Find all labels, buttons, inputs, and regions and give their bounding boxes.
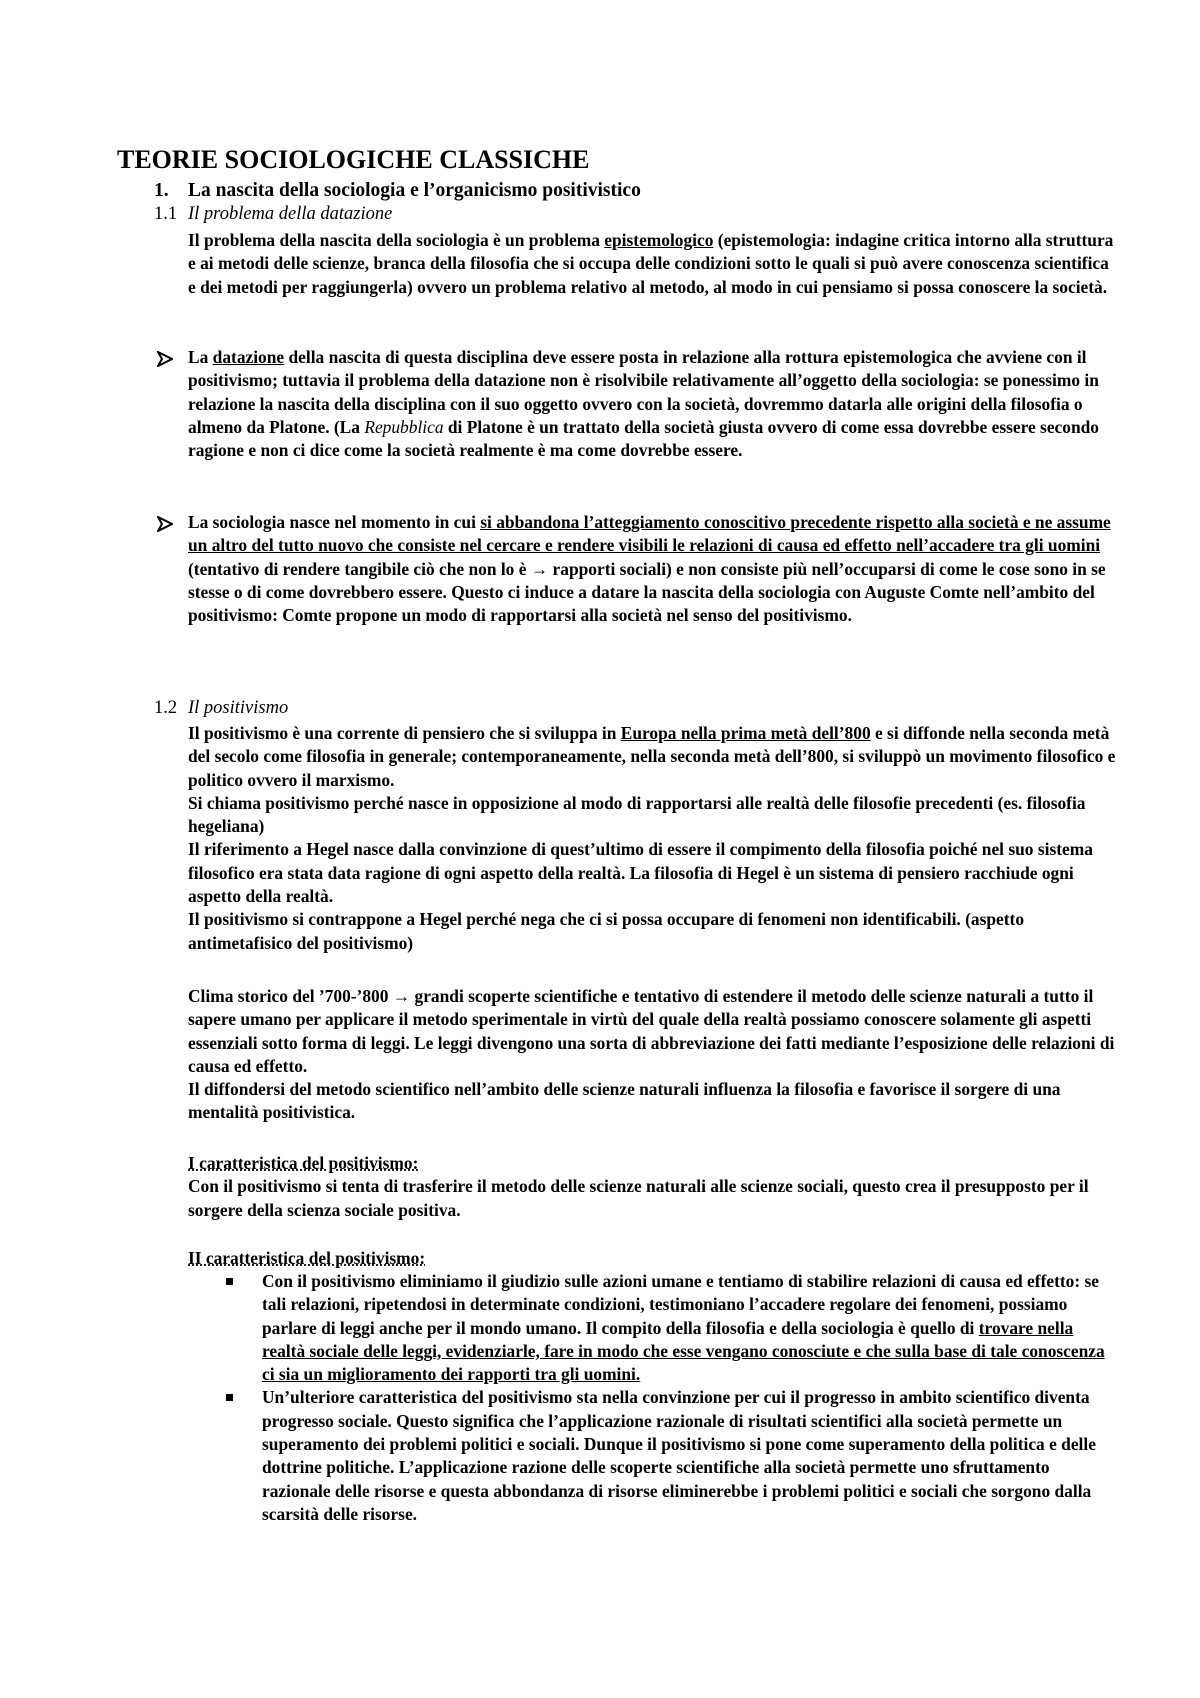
text-run: (tentativo di rendere tangibile ciò che non lo è → rapporti sociali) e non consiste più nell’occuparsi di come le cose sono in se stesse o di come dovrebbero essere. Questo ci induce a datare la nascita della sociologia con Auguste Comte nell’ambito del positivismo: Comte propone un modo di rapportarsi alla società nel senso del positivismo. (188, 558, 1106, 626)
section-number: 1.1 (154, 204, 178, 224)
square-bullet-icon (226, 1278, 233, 1285)
paragraph: Clima storico del ’700-’800 → grandi scoperte scientifiche e tentativo di estendere il metodo delle scienze naturali a tutto il sapere umano per applicare il metodo sperimentale in virtù del quale della realtà possiamo conoscere solamente gli aspetti essenziali sotto forma di leggi. Le leggi divengono una sorta di abbreviazione dei fatti mediante l’esposizione delle relazioni di causa ed effetto. (188, 986, 1115, 1076)
arrowhead-bullet-icon (157, 515, 173, 538)
section-heading-1-2 (154, 697, 288, 720)
chapter-heading (154, 179, 641, 203)
paragraph-clima-storico (188, 985, 1118, 1125)
list-item (226, 1386, 1106, 1526)
paragraph: Si chiama positivismo perché nasce in opposizione al modo di rapportarsi alle realtà delle filosofie precedenti (es. filosofia hegeliana) (188, 792, 1086, 837)
bullet-paragraph-datazione (188, 346, 1118, 462)
characteristic-2-heading-block (188, 1247, 1118, 1270)
section-heading-1-1 (154, 203, 392, 226)
text-run: di Platone è un trattato della società giusta ovvero di come essa dovrebbe essere secondo ragione e non ci dice come la società realmente è ma come dovrebbe essere. (188, 416, 1099, 461)
characteristic-2-list (226, 1270, 1106, 1526)
text-run: Il problema della nascita della sociologia è un problema (188, 230, 605, 250)
document-title: TEORIE SOCIOLOGICHE CLASSICHE (117, 145, 590, 174)
arrowhead-bullet-icon (157, 350, 173, 373)
underlined-sentence: si abbandona l’atteggiamento conoscitivo precedente rispetto alla società e ne assume un altro del tutto nuovo che consiste nel cercare e rendere visibili le relazioni di causa ed effetto nell’accadere tra gli uomini (188, 512, 1111, 556)
text-run: La sociologia nasce nel momento in cui (188, 512, 481, 532)
list-item (226, 1270, 1106, 1386)
paragraph-epistemology (188, 229, 1118, 299)
text-run: Un’ulteriore caratteristica del positivismo sta nella convinzione per cui il progresso in ambito scientifico diventa progresso sociale. Questo significa che l’applicazione razionale di risultati scientifici alla società permette un superamento dei problemi politici e sociali. Dunque il positivismo si pone come superamento della politica e delle dottrine politiche. L’applicazione razione delle scoperte scientifiche alla società permette uno sfruttamento razionale delle risorse e questa abbondanza di risorse eliminerebbe i problemi politici e sociali che sorgono dalla scarsità delle risorse. (262, 1387, 1096, 1524)
paragraph: Il riferimento a Hegel nasce dalla convinzione di quest’ultimo di essere il compimento della filosofia poiché nel suo sistema filosofico era stata data ragione di ogni aspetto della realtà. La filosofia di Hegel è un sistema di pensiero racchiude ogni aspetto della realtà. (188, 839, 1093, 907)
text-run: (epistemologia: indagine critica intorno alla struttura e ai metodi delle scienze, branca della filosofia che si occupa delle condizioni sotto le quali si può avere conoscenza scientifica e dei metodi per raggiungerla) ovvero un problema relativo al metodo, al modo in cui pensiamo si possa conoscere la società. (188, 230, 1114, 297)
underlined-sentence: trovare nella realtà sociale delle leggi, evidenziarle, fare in modo che esse vengano conosciute e che sulla base di tale conoscenza ci sia un miglioramento dei rapporti tra gli uomini. (262, 1317, 1105, 1385)
characteristic-heading: I caratteristica del positivismo: (188, 1153, 419, 1173)
characteristic-1 (188, 1152, 1118, 1222)
underlined-term: datazione (212, 347, 285, 367)
text-run: della nascita di questa disciplina deve essere posta in relazione alla rottura epistemologica che avviene con il positivismo; tuttavia il problema della datazione non è risolvibile relativamente all’oggetto della sociologia: se ponessimo in relazione la nascita della disciplina con il suo oggetto ovvero con la società, dovremmo datarla alle origini della filosofia o almeno da Platone. (La (188, 347, 1099, 437)
paragraph: Il positivismo si contrappone a Hegel perché nega che ci si possa occupare di fenomeni non identificabili. (aspetto antimetafisico del positivismo) (188, 909, 1025, 953)
underlined-term: Europa nella prima metà dell’800 (620, 723, 871, 743)
characteristic-heading: II caratteristica del positivismo: (188, 1248, 426, 1268)
section-title: Il problema della datazione (188, 204, 393, 224)
text-run: La (188, 347, 213, 367)
underlined-term: epistemologico (604, 230, 714, 250)
text-run: e si diffonde nella seconda metà del secolo come filosofia in generale; contemporaneamente, nella seconda metà dell’800, si sviluppò un movimento filosofico e politico ovvero il marxismo. (188, 723, 1116, 790)
section-title: Il positivismo (188, 698, 289, 718)
paragraph-positivismo-intro (188, 722, 1118, 955)
text-run: Con il positivismo eliminiamo il giudizio sulle azioni umane e tentiamo di stabilire relazioni di causa ed effetto: se tali relazioni, ripetendosi in determinate condizioni, testimoniano l’accadere regolare dei fenomeni, possiamo parlare di leggi anche per il mondo umano. Il compito della filosofia e della sociologia è quello di (262, 1271, 1099, 1338)
italic-title: Repubblica (364, 416, 444, 437)
paragraph: Con il positivismo si tenta di trasferire il metodo delle scienze naturali alle scienze sociali, questo crea il presupposto per il sorgere della scienza sociale positiva. (188, 1176, 1089, 1220)
chapter-number: 1. (154, 180, 169, 201)
section-number: 1.2 (154, 698, 178, 718)
bullet-paragraph-nascita (188, 511, 1118, 627)
text-run: Il positivismo è una corrente di pensiero che si sviluppa in (188, 723, 621, 743)
square-bullet-icon (226, 1394, 233, 1401)
chapter-title: La nascita della sociologia e l’organicismo positivistico (188, 180, 641, 201)
paragraph: Il diffondersi del metodo scientifico nell’ambito delle scienze naturali influenza la filosofia e favorisce il sorgere di una mentalità positivistica. (188, 1079, 1061, 1123)
